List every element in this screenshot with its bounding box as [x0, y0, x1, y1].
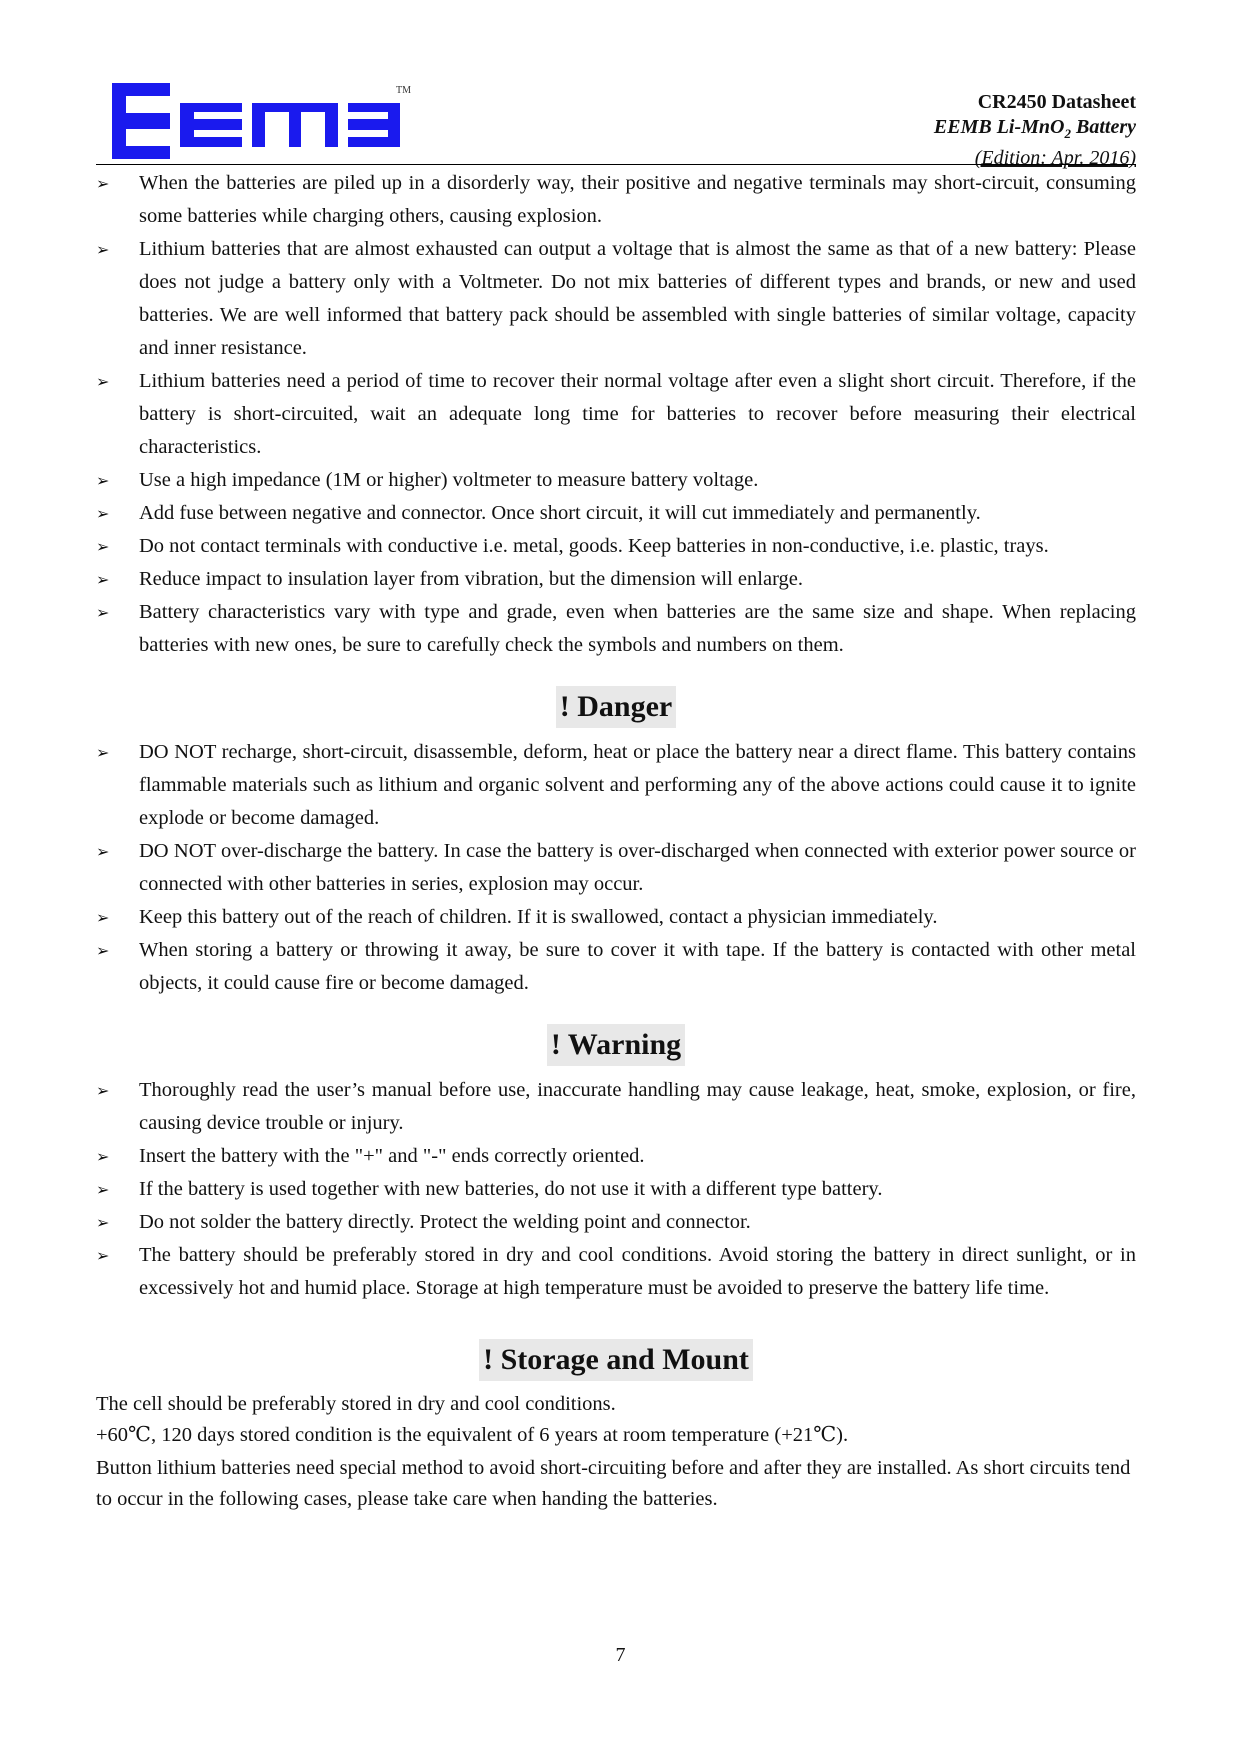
list-item: ➢ Insert the battery with the "+" and "-" ends correctly oriented. — [96, 1140, 1136, 1173]
document-header — [934, 90, 1136, 171]
danger-heading: ! Danger — [96, 686, 1136, 728]
datasheet-subtitle: EEMB Li-MnO$_2$ Battery — [933, 116, 1136, 141]
arrow-bullet-icon: ➢ — [96, 504, 110, 523]
list-item: ➢ Battery characteristics vary with type and grade, even when batteries are the same size and shape. When replacing batteries with new ones, be sure to carefully check the symbols and numbers on them. — [96, 596, 1136, 662]
list-item: ➢ The battery should be preferably stored in dry and cool conditions. Avoid storing the battery in direct sunlight, or in excessively hot and humid place. Storage at high temperature must be avoided to preserve the battery life time. — [96, 1239, 1136, 1305]
list-item: ➢ Add fuse between negative and connector. Once short circuit, it will cut immediately and permanently. — [96, 497, 1136, 530]
storage-line-3: Button lithium batteries need special method to avoid short-circuiting before and after they are installed. As short circuits tend to occur in the following cases, please take care when handing the batteries. — [96, 1457, 1131, 1510]
list-item: ➢ Keep this battery out of the reach of children. If it is swallowed, contact a physician immediately. — [96, 901, 1136, 934]
list-item: ➢ When storing a battery or throwing it away, be sure to cover it with tape. If the battery is contacted with other metal objects, it could cause fire or become damaged. — [96, 934, 1136, 1000]
arrow-bullet-icon: ➢ — [96, 1147, 110, 1166]
arrow-bullet-icon: ➢ — [96, 537, 110, 556]
list-item: ➢ Do not contact terminals with conductive i.e. metal, goods. Keep batteries in non-conductive, i.e. plastic, trays. — [96, 530, 1136, 563]
storage-line-2: +60℃, 120 days stored condition is the equivalent of 6 years at room temperature (+21℃). — [96, 1424, 849, 1446]
list-item: ➢ Lithium batteries that are almost exhausted can output a voltage that is almost the same as that of a new battery: Please does not judge a battery only with a Voltmeter. Do not mix batteries of different types and brands, or new and used batteries. We are well informed that battery pack should be assembled with single batteries of similar voltage, capacity and inner resistance. — [96, 233, 1136, 365]
edition-label: (Edition: Apr. 2016) — [974, 147, 1136, 169]
list-item: ➢ Thoroughly read the user’s manual before use, inaccurate handling may cause leakage, heat, smoke, explosion, or fire, causing device trouble or injury. — [96, 1074, 1136, 1140]
list-item: ➢ Reduce impact to insulation layer from vibration, but the dimension will enlarge. — [96, 563, 1136, 596]
page-content — [96, 167, 1136, 1515]
danger-list — [96, 736, 1136, 1000]
list-item: ➢ Do not solder the battery directly. Protect the welding point and connector. — [96, 1206, 1136, 1239]
list-item: ➢ Use a high impedance (1M or higher) voltmeter to measure battery voltage. — [96, 464, 1136, 497]
arrow-bullet-icon: ➢ — [96, 603, 110, 622]
storage-heading: ! Storage and Mount — [96, 1339, 1136, 1381]
storage-line-1: The cell should be preferably stored in dry and cool conditions. — [96, 1393, 616, 1415]
arrow-bullet-icon: ➢ — [96, 1180, 110, 1199]
warning-list — [96, 1074, 1136, 1305]
arrow-bullet-icon: ➢ — [96, 240, 110, 259]
arrow-bullet-icon: ➢ — [96, 908, 110, 927]
arrow-bullet-icon: ➢ — [96, 842, 110, 861]
page-number: 7 — [615, 1644, 626, 1666]
arrow-bullet-icon: ➢ — [96, 1081, 110, 1100]
list-item: ➢ If the battery is used together with new batteries, do not use it with a different type battery. — [96, 1173, 1136, 1206]
list-item: ➢ When the batteries are piled up in a disorderly way, their positive and negative terminals may short-circuit, consuming some batteries while charging others, causing explosion. — [96, 167, 1136, 233]
arrow-bullet-icon: ➢ — [96, 174, 110, 193]
warning-heading: ! Warning — [96, 1024, 1136, 1066]
arrow-bullet-icon: ➢ — [96, 1213, 110, 1232]
arrow-bullet-icon: ➢ — [96, 372, 110, 391]
eemb-logo — [112, 83, 412, 159]
arrow-bullet-icon: ➢ — [96, 941, 110, 960]
header-divider — [96, 164, 1136, 165]
list-item: ➢ DO NOT over-discharge the battery. In case the battery is over-discharged when connected with exterior power source or connected with other batteries in series, explosion may occur. — [96, 835, 1136, 901]
arrow-bullet-icon: ➢ — [96, 743, 110, 762]
list-item: ➢ Lithium batteries need a period of time to recover their normal voltage after even a slight short circuit. Therefore, if the battery is short-circuited, wait an adequate long time for batteries to recover before measuring their electrical characteristics. — [96, 365, 1136, 464]
arrow-bullet-icon: ➢ — [96, 471, 110, 490]
arrow-bullet-icon: ➢ — [96, 570, 110, 589]
datasheet-title: CR2450 Datasheet — [977, 91, 1136, 113]
intro-list — [96, 167, 1136, 662]
arrow-bullet-icon: ➢ — [96, 1246, 110, 1265]
list-item: ➢ DO NOT recharge, short-circuit, disassemble, deform, heat or place the battery near a direct flame. This battery contains flammable materials such as lithium and organic solvent and performing any of the above actions could cause it to ignite explode or become damaged. — [96, 736, 1136, 835]
trademark-symbol: TM — [396, 85, 411, 96]
